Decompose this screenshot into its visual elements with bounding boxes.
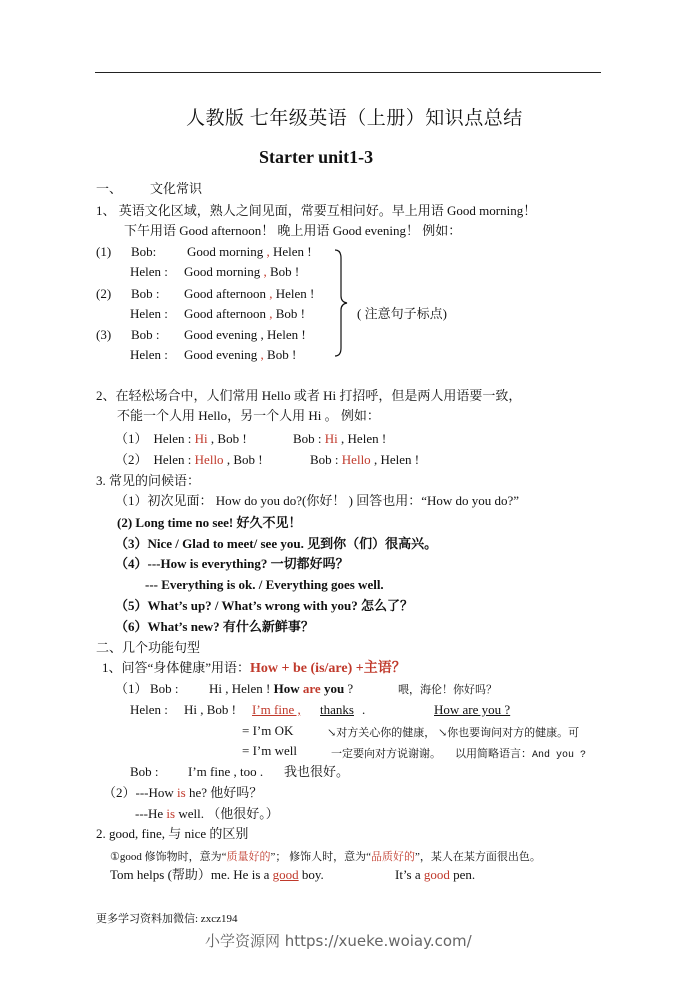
how-are-you-phrase: How are you ? xyxy=(434,702,511,717)
greeting-1: （1）初次见面： How do you do?(你好！ ) 回答也用：“How do you do?” xyxy=(115,493,520,508)
page-subtitle: Starter unit1-3 xyxy=(259,147,374,167)
greeting-4: （4）---How is everything? 一切都好吗？ xyxy=(115,556,349,571)
header-rule xyxy=(95,72,601,73)
greeting-6: （6）What’s new? 有什么新鲜事？ xyxy=(115,619,314,634)
footer-note: 更多学习资料加微信: zxcz194 xyxy=(96,913,238,925)
health-dialog-1: （1） Bob : Hi , Helen ! How are you ? 喂，海伦！你好吗？ xyxy=(115,681,497,696)
site-watermark: 小学资源网 https://xueke.woiay.com/ xyxy=(205,932,472,950)
speaker: Bob : xyxy=(131,286,160,301)
section1-heading: 文化常识 xyxy=(150,181,203,196)
he-is-well-answer: ---He is well. （他很好。） xyxy=(135,806,279,821)
speaker: Bob: xyxy=(131,244,157,259)
alt-im-well: = I’m well xyxy=(242,743,297,758)
hello-example: （2） Helen : Hello , Bob ! Bob : Hello , Helen ! xyxy=(115,452,420,467)
item1-line1: 1、 英语文化区域，熟人之间见面，常要互相问好。早上用语 Good morning！ xyxy=(96,203,537,218)
greeting-5: （5）What’s up? / What’s wrong with you? 怎么了？ xyxy=(115,598,413,613)
health-dialog-3: Bob : I’m fine , too . 我也很好。 xyxy=(130,764,350,779)
health-question-label: 1、问答“身体健康”用语：How + be (is/are) +主语？ xyxy=(102,660,406,676)
im-fine-phrase: I’m fine , xyxy=(252,702,301,717)
item2-line2: 不能一个人用 Hello，另一个人用 Hi 。 例如： xyxy=(117,408,380,423)
dialog-num: (1) xyxy=(96,244,112,259)
how-is-he-question: （2）---How is he? 他好吗？ xyxy=(103,785,263,800)
speaker: Helen : xyxy=(130,306,168,321)
thanks-word: thanks xyxy=(320,702,354,717)
greeting-3: （3）Nice / Glad to meet/ see you. 见到你（们）很高兴。 xyxy=(115,536,438,551)
greeting-2: (2) Long time no see! 好久不见！ xyxy=(117,515,302,530)
section1-number: 一、 xyxy=(96,181,123,196)
note-line-2: 一定要向对方说谢谢。 以用简略语言：And you ? xyxy=(331,748,587,761)
item2-heading: 2. good, fine, 与 nice 的区别 xyxy=(96,826,249,841)
alt-im-ok: = I’m OK xyxy=(242,723,294,738)
speaker: Bob : xyxy=(131,327,160,342)
greeting-4-answer: --- Everything is ok. / Everything goes well. xyxy=(145,577,384,592)
item2-line1: 2、在轻松场合中，人们常用 Hello 或者 Hi 打招呼，但是两人用语要一致， xyxy=(96,388,522,403)
item1-line2: 下午用语 Good afternoon！ 晚上用语 Good evening！ 例如： xyxy=(124,223,462,238)
dialog-num: (3) xyxy=(96,327,112,342)
speaker: Helen : xyxy=(130,347,168,362)
item3-heading: 3. 常见的问候语： xyxy=(96,473,201,488)
section2-heading: 二、几个功能句型 xyxy=(96,640,201,655)
speaker: Helen : xyxy=(130,264,168,279)
dialog-num: (2) xyxy=(96,286,112,301)
hi-example: （1） Helen : Hi , Bob ! Bob : Hi , Helen ! xyxy=(115,431,387,446)
page-title: 人教版 七年级英语（上册）知识点总结 xyxy=(186,108,523,129)
health-formula: How + be (is/are) +主语？ xyxy=(250,661,406,676)
health-dialog-2: Helen : Hi , Bob ! I’m fine , thanks . How are you ? xyxy=(130,702,168,718)
punctuation-note: ( 注意句子标点) xyxy=(357,306,447,321)
good-examples: Tom helps (帮助）me. He is a good boy. It’s a good pen. xyxy=(110,867,476,882)
note-line-1: ↘对方关心你的健康， ↘你也要询问对方的健康。可 xyxy=(327,727,580,739)
good-note: ①good 修饰物时，意为“质量好的”； 修饰人时，意为“品质好的”，某人在某方面很出色。 xyxy=(110,851,541,863)
right-brace-icon xyxy=(333,248,353,358)
